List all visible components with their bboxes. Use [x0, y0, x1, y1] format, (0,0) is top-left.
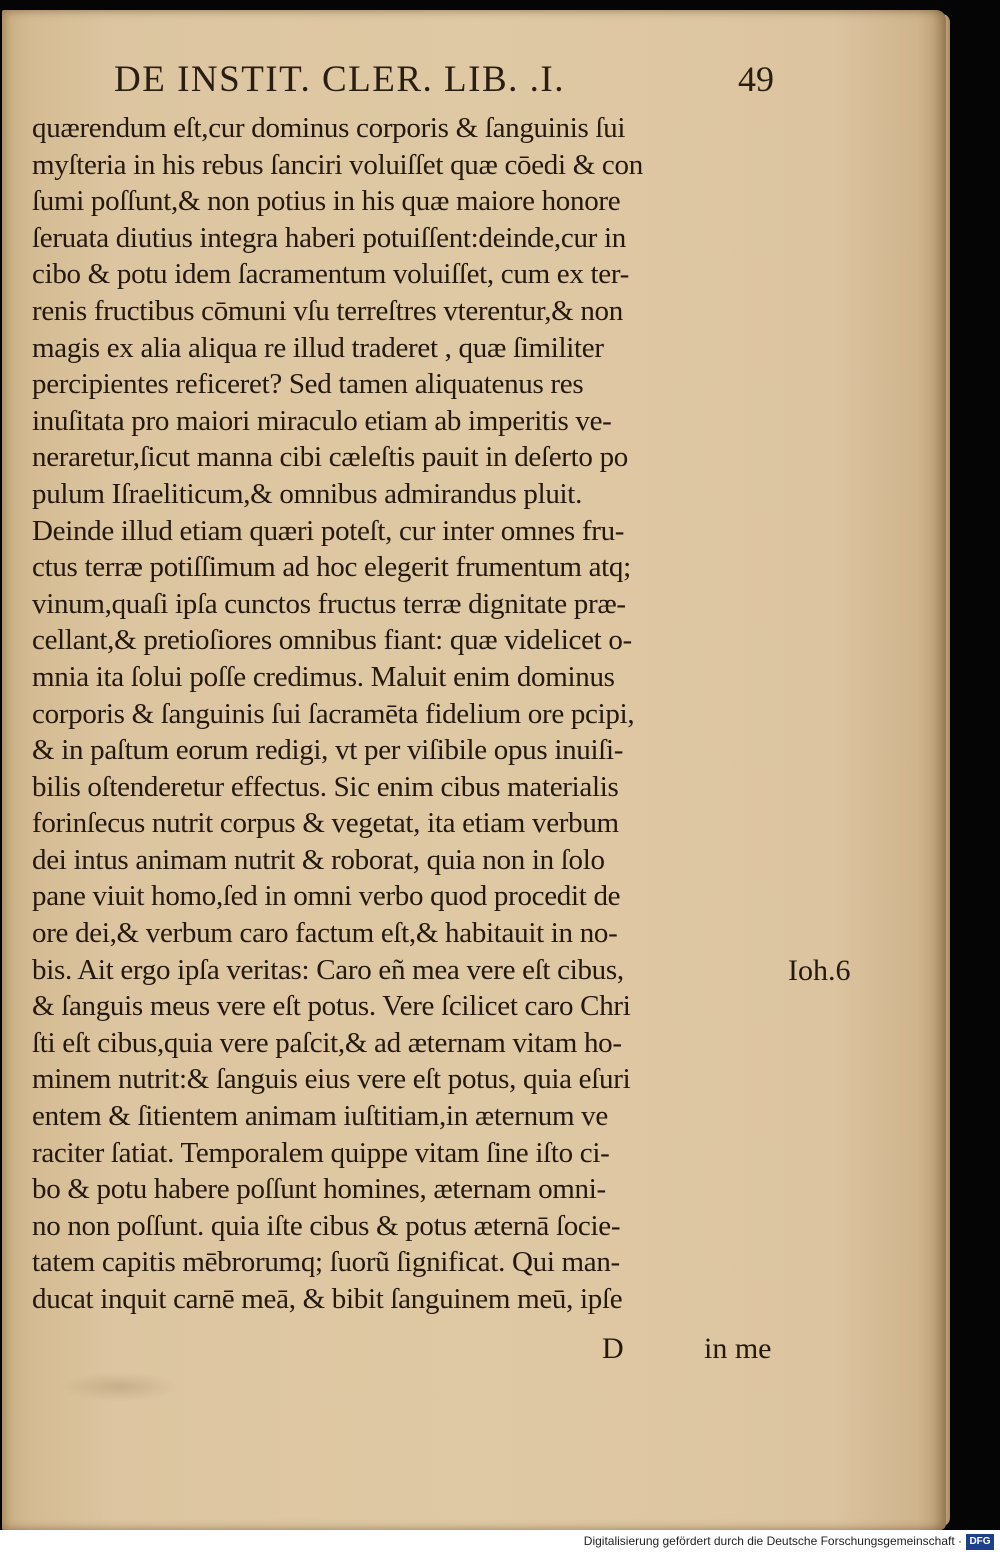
text-line: pulum Iſraeliticum,& omnibus admirandus pluit. [32, 477, 583, 510]
marginal-note: Ioh.6 [788, 954, 851, 987]
text-line: renis fructibus cōmuni vſu terreſtres vterentur,& non [32, 294, 623, 327]
digitization-footer [0, 1530, 1000, 1556]
text-line: cellant,& pretioſiores omnibus fiant: quæ videlicet o- [32, 624, 632, 657]
dfg-logo: DFG [966, 1534, 994, 1550]
text-line: bis. Ait ergo ipſa veritas: Caro eñ mea vere eſt cibus, [32, 953, 624, 986]
text-line: ducat inquit carnē meā, & bibit ſanguinem meū, ipſe [32, 1283, 623, 1315]
text-line: neraretur,ſicut manna cibi cæleſtis pauit in deſerto po [32, 441, 628, 474]
text-line: & ſanguis meus vere eſt potus. Vere ſcilicet caro Chri [32, 990, 631, 1023]
text-line: raciter ſatiat. Temporalem quippe vitam ſine iſto ci- [32, 1136, 610, 1169]
text-line: forinſecus nutrit corpus & vegetat, ita etiam verbum [32, 807, 619, 840]
text-line: no non poſſunt. quia iſte cibus & potus æternā ſocie- [32, 1209, 621, 1242]
text-line: inuſitata pro maiori miraculo etiam ab imperitis ve- [32, 404, 612, 437]
text-line: corporis & ſanguinis ſui ſacramēta fidelium ore pcipi, [32, 697, 635, 730]
text-line: entem & ſitientem animam iuſtitiam,in æternum ve [32, 1100, 608, 1133]
text-line: ctus terræ potiſſimum ad hoc elegerit frumentum atq; [32, 551, 631, 584]
text-line: dei intus animam nutrit & roborat, quia non in ſolo [32, 843, 605, 876]
signature-mark: D [602, 1332, 624, 1365]
page-number: 49 [738, 59, 774, 99]
text-line: ſumi poſſunt,& non potius in his quæ maiore honore [32, 185, 621, 218]
text-line: bilis oſtenderetur effectus. Sic enim cibus materialis [32, 770, 619, 803]
text-line: tatem capitis mēbrorumq; ſuorũ ſignificat. Qui man- [32, 1246, 620, 1279]
body-text [32, 110, 792, 1318]
text-line: ſeruata diutius integra haberi potuiſſent:deinde,cur in [32, 221, 626, 254]
text-line: ore dei,& verbum caro factum eſt,& habitauit in no- [32, 917, 618, 950]
text-line: minem nutrit:& ſanguis eius vere eſt potus, quia eſuri [32, 1063, 631, 1096]
text-line: vinum,quaſi ipſa cunctos fructus terræ dignitate præ- [32, 587, 626, 620]
book-page [2, 10, 946, 1530]
text-line: magis ex alia aliqua re illud traderet , quæ ſimiliter [32, 331, 604, 364]
text-line: cibo & potu idem ſacramentum voluiſſet, cum ex ter- [32, 258, 629, 291]
footer-credit: Digitalisierung gefördert durch die Deutsche Forschungsgemeinschaft · [583, 1534, 962, 1548]
text-line: pane viuit homo,ſed in omni verbo quod procedit de [32, 880, 621, 913]
catchword: in me [704, 1332, 772, 1365]
show-through-stain [60, 1372, 180, 1402]
text-line: percipientes reficeret? Sed tamen aliquatenus res [32, 368, 584, 401]
text-line: myſteria in his rebus ſanciri voluiſſet quæ cōedi & con [32, 148, 643, 181]
text-line: ſti eſt cibus,quia vere paſcit,& ad æternam vitam ho- [32, 1026, 622, 1059]
running-head [114, 58, 774, 108]
text-line: & in paſtum eorum redigi, vt per viſibile opus inuiſi- [32, 734, 624, 767]
text-line: mnia ita ſolui poſſe credimus. Maluit enim dominus [32, 660, 615, 693]
running-head-title: DE INSTIT. CLER. LIB. .I. [114, 59, 565, 100]
text-line: Deinde illud etiam quæri poteſt, cur inter omnes fru- [32, 514, 625, 547]
text-line: bo & potu habere poſſunt homines, æternam omni- [32, 1173, 606, 1206]
text-line: quærendum eſt,cur dominus corporis & ſanguinis ſui [32, 112, 626, 144]
